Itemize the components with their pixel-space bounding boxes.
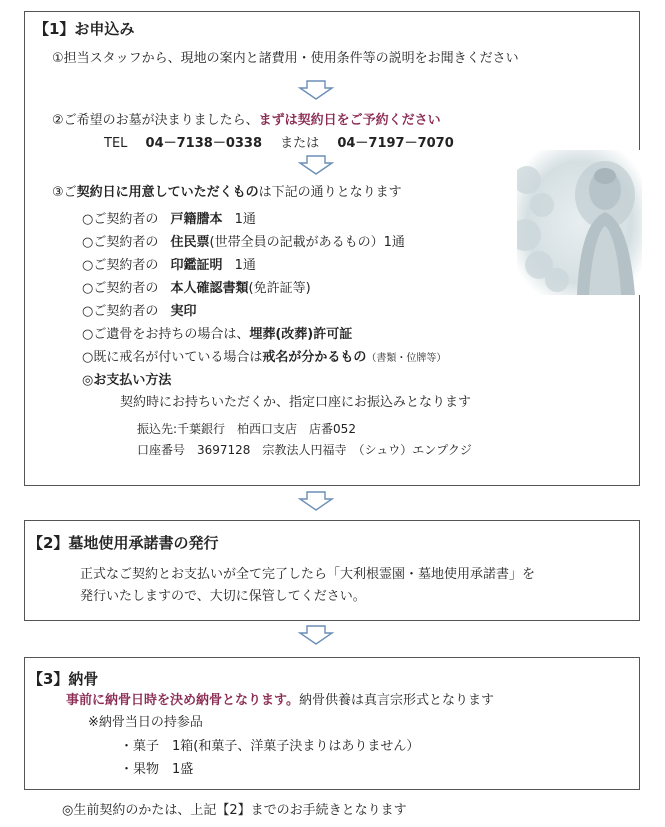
section-application-title: 【1】お申込み [34,20,135,38]
item-prefix: ○ご契約者の [82,212,159,227]
item-suffix: 1通 [234,212,256,227]
item-bold: 実印 [170,304,197,319]
payment-title: ◎お支払い方法 [82,373,172,388]
list-item [82,280,311,298]
item-suffix: (世帯全員の記載があるもの）1通 [209,235,405,250]
tel-number-2: 04－7197－7070 [337,136,454,151]
certificate-line-2: 発行いたしますので、大切に保管してください。 [80,589,366,604]
down-arrow-icon [298,625,334,645]
kaimyo-bold: 戒名が分かるもの [262,350,367,365]
step3-bold: 契約日に用意していただくもの [76,185,259,200]
down-arrow-icon [298,155,334,175]
remains-item [82,326,352,344]
item-suffix: (免許証等) [248,281,311,296]
remains-bold: 埋葬(改葬)許可証 [249,327,353,342]
tel-label: TEL [104,136,128,151]
tel-or: または [280,136,320,151]
kaimyo-item [82,349,446,368]
tel-number-1: 04－7138－0338 [145,136,263,151]
step3-text [52,184,402,202]
item-bold: 本人確認書類 [170,281,249,296]
list-item [82,211,256,229]
payment-text: 契約時にお持ちいただくか、指定口座にお振込みとなります [120,395,472,410]
item-prefix: ○ご契約者の [82,281,159,296]
item-suffix: 1通 [234,258,256,273]
step2-emphasis: まずは契約日をご予約ください [258,113,441,128]
interment-text [66,692,494,710]
item-prefix: ○ご契約者の [82,235,159,250]
kaimyo-note: （書類・位牌等） [366,353,447,364]
item-bold: 戸籍謄本 [170,212,223,227]
interment-item-1: ・菓子 1箱(和菓子、洋菓子決まりはありません） [120,739,420,754]
step3-prefix: ③ご [52,185,77,200]
certificate-line-1: 正式なご契約とお支払いが全て完了したら「大利根霊園・墓地使用承諾書」を [80,567,536,582]
bank-line: 振込先:千葉銀行 柏西口支店 店番052 [137,422,356,436]
account-line: 口座番号 3697128 宗教法人円福寺 （シュウ）エンプクジ [137,443,472,457]
footer-note: ◎生前契約のかたは、上記【2】までのお手続きとなります [62,803,407,818]
buddha-statue-image [517,150,642,295]
list-item [82,257,256,275]
remains-prefix: ○ご遺骨をお持ちの場合は、 [82,327,250,342]
section-certificate-title: 【2】墓地使用承諾書の発行 [28,534,219,552]
item-prefix: ○ご契約者の [82,258,159,273]
tel-line [104,135,454,153]
interment-suffix: 納骨供養は真言宗形式となります [298,693,494,708]
list-item [82,303,197,321]
interment-item-2: ・果物 1盛 [120,762,194,777]
item-bold: 印鑑証明 [170,258,223,273]
down-arrow-icon [298,80,334,100]
step1-text: ①担当スタッフから、現地の案内と諸費用・使用条件等の説明をお聞きください [52,51,519,66]
step2-text [52,112,441,130]
step3-suffix: は下記の通りとなります [258,185,402,200]
down-arrow-icon [298,491,334,511]
kaimyo-prefix: ○既に戒名が付いている場合は [82,350,263,365]
list-item [82,234,405,252]
interment-emphasis: 事前に納骨日時を決め納骨となります。 [66,693,299,708]
item-bold: 住民票 [170,235,210,250]
step2-prefix: ②ご希望のお墓が決まりましたら、 [52,113,259,128]
interment-items-title: ※納骨当日の持参品 [88,715,203,730]
item-prefix: ○ご契約者の [82,304,159,319]
section-interment-title: 【3】納骨 [28,670,99,688]
